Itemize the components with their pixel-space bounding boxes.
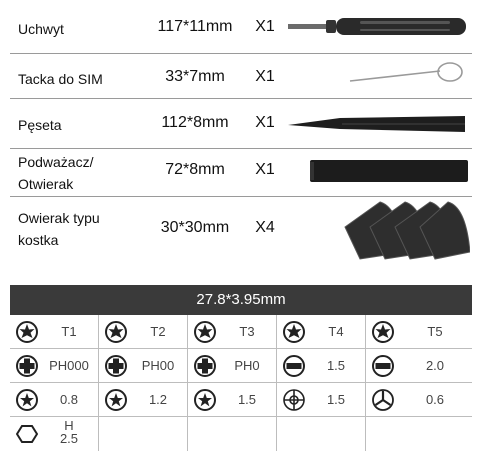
- tool-qty: X1: [255, 114, 275, 131]
- bit-label: 2.0: [425, 358, 445, 373]
- bit-label: T2: [150, 324, 166, 339]
- tweezers-icon: [280, 99, 470, 148]
- opening-pick-icon: [280, 197, 470, 262]
- bit-size-header: 27.8*3.95mm: [10, 285, 472, 315]
- bit-label: 0.8: [59, 392, 79, 407]
- tool-size: 33*7mm: [165, 68, 225, 85]
- pry-bar-icon: [280, 149, 470, 196]
- torx-icon: [16, 321, 38, 343]
- bit-cell: [99, 383, 188, 416]
- tool-name: Uchwyt: [18, 21, 64, 37]
- phillips-icon: [194, 355, 216, 377]
- bit-cell: [366, 349, 474, 382]
- bit-row: [10, 315, 472, 349]
- bit-cell: [99, 315, 188, 348]
- bit-label: T3: [239, 324, 255, 339]
- bit-cell: [10, 383, 99, 416]
- pentalobe-icon: [16, 389, 38, 411]
- bit-cell: [10, 417, 99, 451]
- bit-cell: [99, 417, 188, 451]
- bit-cell: [366, 417, 474, 451]
- bit-row: [10, 417, 472, 451]
- bit-label: T5: [427, 324, 443, 339]
- tool-size: 30*30mm: [160, 219, 230, 236]
- torx-icon: [194, 321, 216, 343]
- bit-grid: [10, 315, 472, 451]
- tool-name: Podważacz/ Otwierak: [18, 154, 94, 192]
- bit-cell: [277, 349, 366, 382]
- tri-wing-icon: [372, 389, 394, 411]
- torx-icon: [283, 321, 305, 343]
- bit-cell: [10, 315, 99, 348]
- tool-list: [10, 0, 472, 262]
- bit-label: 1.5: [326, 392, 346, 407]
- tool-name: Owierak typu kostka: [18, 210, 100, 248]
- tool-qty: X1: [255, 68, 275, 85]
- bit-label: PH0: [234, 358, 260, 373]
- bit-cell: [188, 383, 277, 416]
- pentalobe-icon: [194, 389, 216, 411]
- tool-name: Pęseta: [18, 117, 62, 133]
- bit-cell: [366, 315, 474, 348]
- tool-row-pry: [10, 149, 472, 197]
- slotted-icon: [372, 355, 394, 377]
- tool-name: Tacka do SIM: [18, 71, 103, 87]
- bit-cell: [10, 349, 99, 382]
- tool-size: 112*8mm: [161, 114, 229, 131]
- tool-qty: X1: [255, 161, 275, 178]
- cross-circle-icon: [283, 389, 305, 411]
- tool-size: 117*11mm: [157, 18, 233, 35]
- bit-cell: [277, 417, 366, 451]
- screwdriver-handle-icon: [280, 0, 470, 53]
- bit-label: PH000: [49, 358, 89, 373]
- slotted-icon: [283, 355, 305, 377]
- bit-label: T1: [61, 324, 77, 339]
- bit-cell: [188, 315, 277, 348]
- bit-cell: [188, 417, 277, 451]
- bit-label: H 2.5: [59, 418, 79, 446]
- tool-row-tweezers: [10, 99, 472, 149]
- hex-icon: [16, 423, 38, 445]
- bit-label: 1.5: [237, 392, 257, 407]
- tool-row-picks: [10, 197, 472, 262]
- tool-qty: X1: [255, 18, 275, 35]
- bit-label: 0.6: [425, 392, 445, 407]
- phillips-icon: [105, 355, 127, 377]
- tool-row-sim: [10, 54, 472, 99]
- bit-cell: [366, 383, 474, 416]
- bit-label: 1.2: [148, 392, 168, 407]
- pentalobe-icon: [105, 389, 127, 411]
- torx-icon: [372, 321, 394, 343]
- bit-cell: [99, 349, 188, 382]
- torx-icon: [105, 321, 127, 343]
- phillips-icon: [16, 355, 38, 377]
- sim-eject-pin-icon: [280, 54, 470, 98]
- bit-cell: [277, 315, 366, 348]
- bit-row: [10, 349, 472, 383]
- bit-label: PH00: [141, 358, 175, 373]
- tool-row-handle: [10, 0, 472, 54]
- bit-cell: [188, 349, 277, 382]
- bit-row: [10, 383, 472, 417]
- bit-cell: [277, 383, 366, 416]
- bit-label: 1.5: [326, 358, 346, 373]
- bit-table: [10, 285, 472, 451]
- bit-label: T4: [328, 324, 344, 339]
- tool-size: 72*8mm: [165, 161, 225, 178]
- tool-qty: X4: [255, 219, 275, 236]
